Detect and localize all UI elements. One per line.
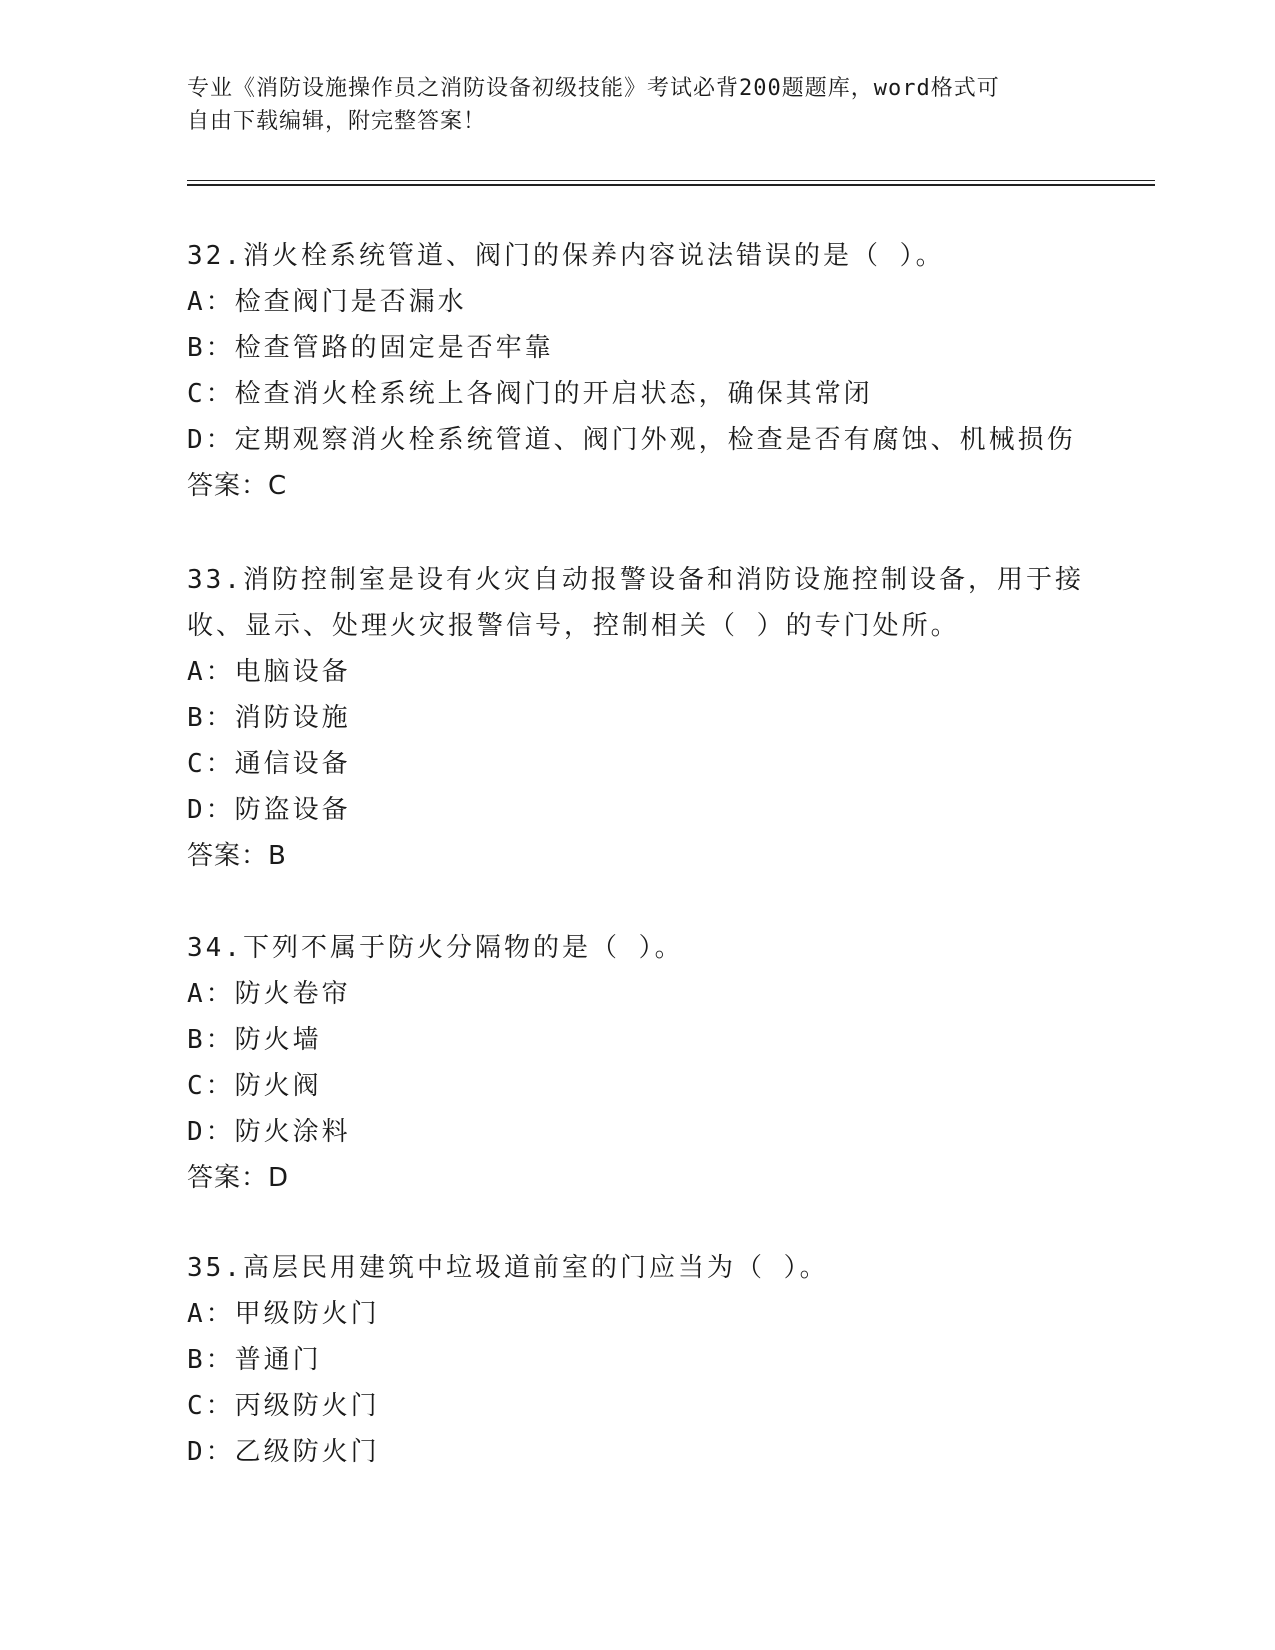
- option-a: A：检查阀门是否漏水: [187, 287, 467, 317]
- header-line-1: 专业《消防设施操作员之消防设备初级技能》考试必背200题题库，word格式可: [187, 76, 1000, 101]
- option-c: C：通信设备: [187, 749, 351, 779]
- option-d: D：定期观察消火栓系统管道、阀门外观，检查是否有腐蚀、机械损伤: [187, 425, 1076, 455]
- document-header: [187, 72, 1067, 138]
- option-c: C：防火阀: [187, 1071, 322, 1101]
- question-35: [187, 1245, 1087, 1475]
- question-32: [187, 233, 1087, 509]
- answer-label: 答案：C: [187, 471, 288, 501]
- header-line-2: 自由下载编辑，附完整答案！: [187, 109, 487, 134]
- option-d: D：防火涂料: [187, 1117, 351, 1147]
- option-c: C：检查消火栓系统上各阀门的开启状态，确保其常闭: [187, 379, 873, 409]
- question-stem: 34.下列不属于防火分隔物的是（ ）。: [187, 933, 684, 963]
- option-d: D：防盗设备: [187, 795, 351, 825]
- option-d: D：乙级防火门: [187, 1437, 380, 1467]
- option-b: B：检查管路的固定是否牢靠: [187, 333, 554, 363]
- option-a: A：电脑设备: [187, 657, 351, 687]
- option-b: B：防火墙: [187, 1025, 322, 1055]
- question-34: [187, 925, 1087, 1201]
- question-stem: 35.高层民用建筑中垃圾道前室的门应当为（ ）。: [187, 1253, 829, 1283]
- option-a: A：甲级防火门: [187, 1299, 380, 1329]
- answer-label: 答案：D: [187, 1163, 290, 1193]
- option-b: B：普通门: [187, 1345, 322, 1375]
- question-33: [187, 557, 1087, 879]
- option-c: C：丙级防火门: [187, 1391, 380, 1421]
- option-b: B：消防设施: [187, 703, 351, 733]
- question-stem: 33.消防控制室是设有火灾自动报警设备和消防设施控制设备，用于接收、显示、处理火灾报警信号，控制相关（ ）的专门处所。: [187, 565, 1084, 641]
- question-stem: 32.消火栓系统管道、阀门的保养内容说法错误的是（ ）。: [187, 241, 945, 271]
- header-divider-thin: [187, 180, 1155, 181]
- header-divider-thick: [187, 184, 1155, 186]
- option-a: A：防火卷帘: [187, 979, 351, 1009]
- answer-label: 答案：B: [187, 841, 287, 871]
